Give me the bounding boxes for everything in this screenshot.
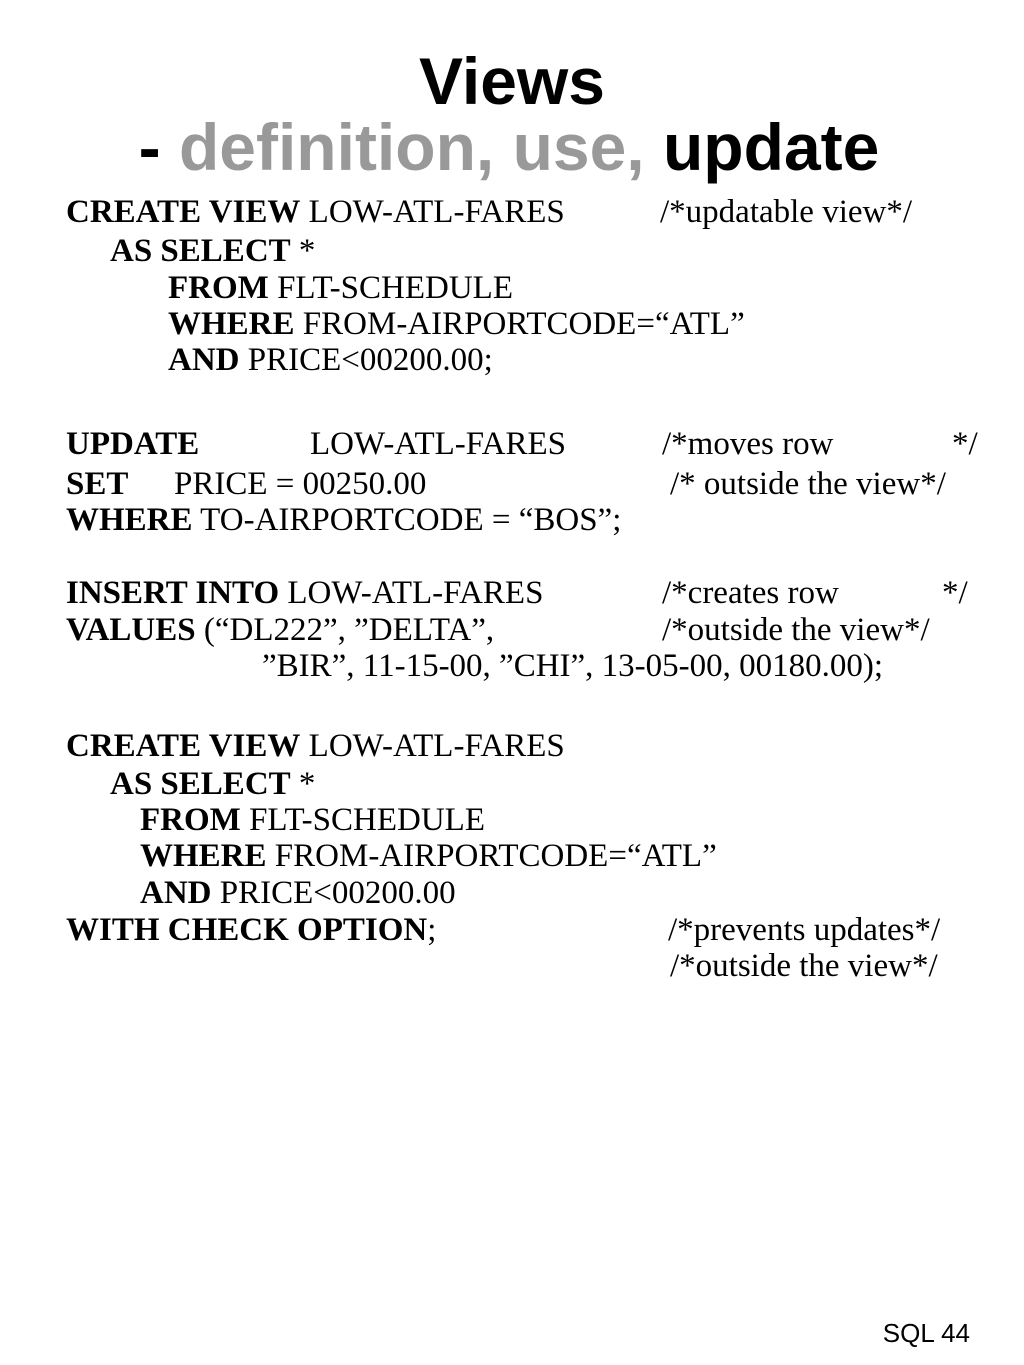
slide-footer: [883, 1318, 970, 1348]
code-line: [110, 233, 315, 269]
code-line: [66, 612, 494, 648]
code-line: [66, 575, 543, 611]
code-line: [66, 466, 128, 502]
sql-keyword: AS SELECT: [110, 766, 291, 802]
slide-subtitle: [0, 110, 1021, 184]
sql-keyword: WHERE: [140, 838, 267, 874]
slide-title: [0, 44, 1024, 118]
sql-text: ;: [427, 912, 437, 948]
code-comment: /* outside the view*/: [670, 466, 946, 502]
sql-keyword: WITH CHECK OPTION: [66, 912, 428, 948]
code-comment: /*creates row: [662, 575, 839, 611]
code-line: [140, 875, 456, 911]
page-number: 44: [941, 1318, 970, 1348]
code-line: [66, 912, 436, 948]
subtitle-dash: -: [138, 110, 179, 184]
footer-label: SQL: [882, 1318, 934, 1348]
sql-text: FLT-SCHEDULE: [240, 802, 485, 838]
sql-text: LOW-ATL-FARES: [279, 575, 544, 611]
sql-text: LOW-ATL-FARES: [310, 426, 567, 462]
code-line: [168, 342, 493, 378]
sql-text: (“DL222”, ”DELTA”,: [195, 612, 495, 648]
code-comment-end: */: [952, 426, 978, 462]
sql-keyword: CREATE VIEW: [66, 194, 301, 230]
sql-keyword: FROM: [168, 270, 269, 306]
sql-text: FLT-SCHEDULE: [268, 270, 513, 306]
code-comment: /*updatable view*/: [660, 194, 913, 230]
sql-keyword: VALUES: [66, 612, 196, 648]
code-comment: /*outside the view*/: [670, 948, 938, 984]
sql-text: *: [290, 766, 316, 802]
sql-keyword: SET: [66, 466, 129, 502]
code-comment: /*prevents updates*/: [668, 912, 941, 948]
sql-keyword: AS SELECT: [110, 233, 291, 269]
sql-keyword: AND: [140, 875, 212, 911]
subtitle-gray-part: definition, use,: [178, 110, 645, 184]
sql-text: PRICE<00200.00: [211, 875, 456, 911]
sql-text: FROM-AIRPORTCODE=“ATL”: [266, 838, 717, 874]
title-line1: Views: [419, 44, 605, 118]
code-line: [66, 194, 565, 230]
code-line: [140, 802, 485, 838]
code-line: [66, 502, 621, 538]
code-line: [168, 306, 745, 342]
code-line: [110, 766, 315, 802]
sql-keyword: AND: [168, 342, 240, 378]
code-line: [66, 426, 199, 462]
sql-keyword: INSERT INTO: [66, 575, 280, 611]
sql-keyword: UPDATE: [66, 426, 200, 462]
code-comment: /*moves row: [662, 426, 834, 462]
sql-text: LOW-ATL-FARES: [300, 728, 565, 764]
sql-text: PRICE<00200.00;: [239, 342, 493, 378]
sql-text: PRICE = 00250.00: [174, 466, 427, 502]
sql-text: *: [290, 233, 316, 269]
sql-text: LOW-ATL-FARES: [300, 194, 565, 230]
sql-keyword: CREATE VIEW: [66, 728, 301, 764]
code-line: [66, 728, 565, 764]
sql-keyword: WHERE: [66, 502, 193, 538]
sql-keyword: WHERE: [168, 306, 295, 342]
code-comment: /*outside the view*/: [662, 612, 930, 648]
sql-keyword: FROM: [140, 802, 241, 838]
code-comment-end: */: [942, 575, 968, 611]
code-line: [168, 270, 513, 306]
sql-text: FROM-AIRPORTCODE=“ATL”: [294, 306, 745, 342]
sql-text: TO-AIRPORTCODE = “BOS”;: [192, 502, 622, 538]
code-line: ”BIR”, 11-15-00, ”CHI”, 13-05-00, 00180.00);: [262, 648, 884, 684]
code-line: [140, 838, 717, 874]
subtitle-black-part: update: [644, 110, 880, 184]
